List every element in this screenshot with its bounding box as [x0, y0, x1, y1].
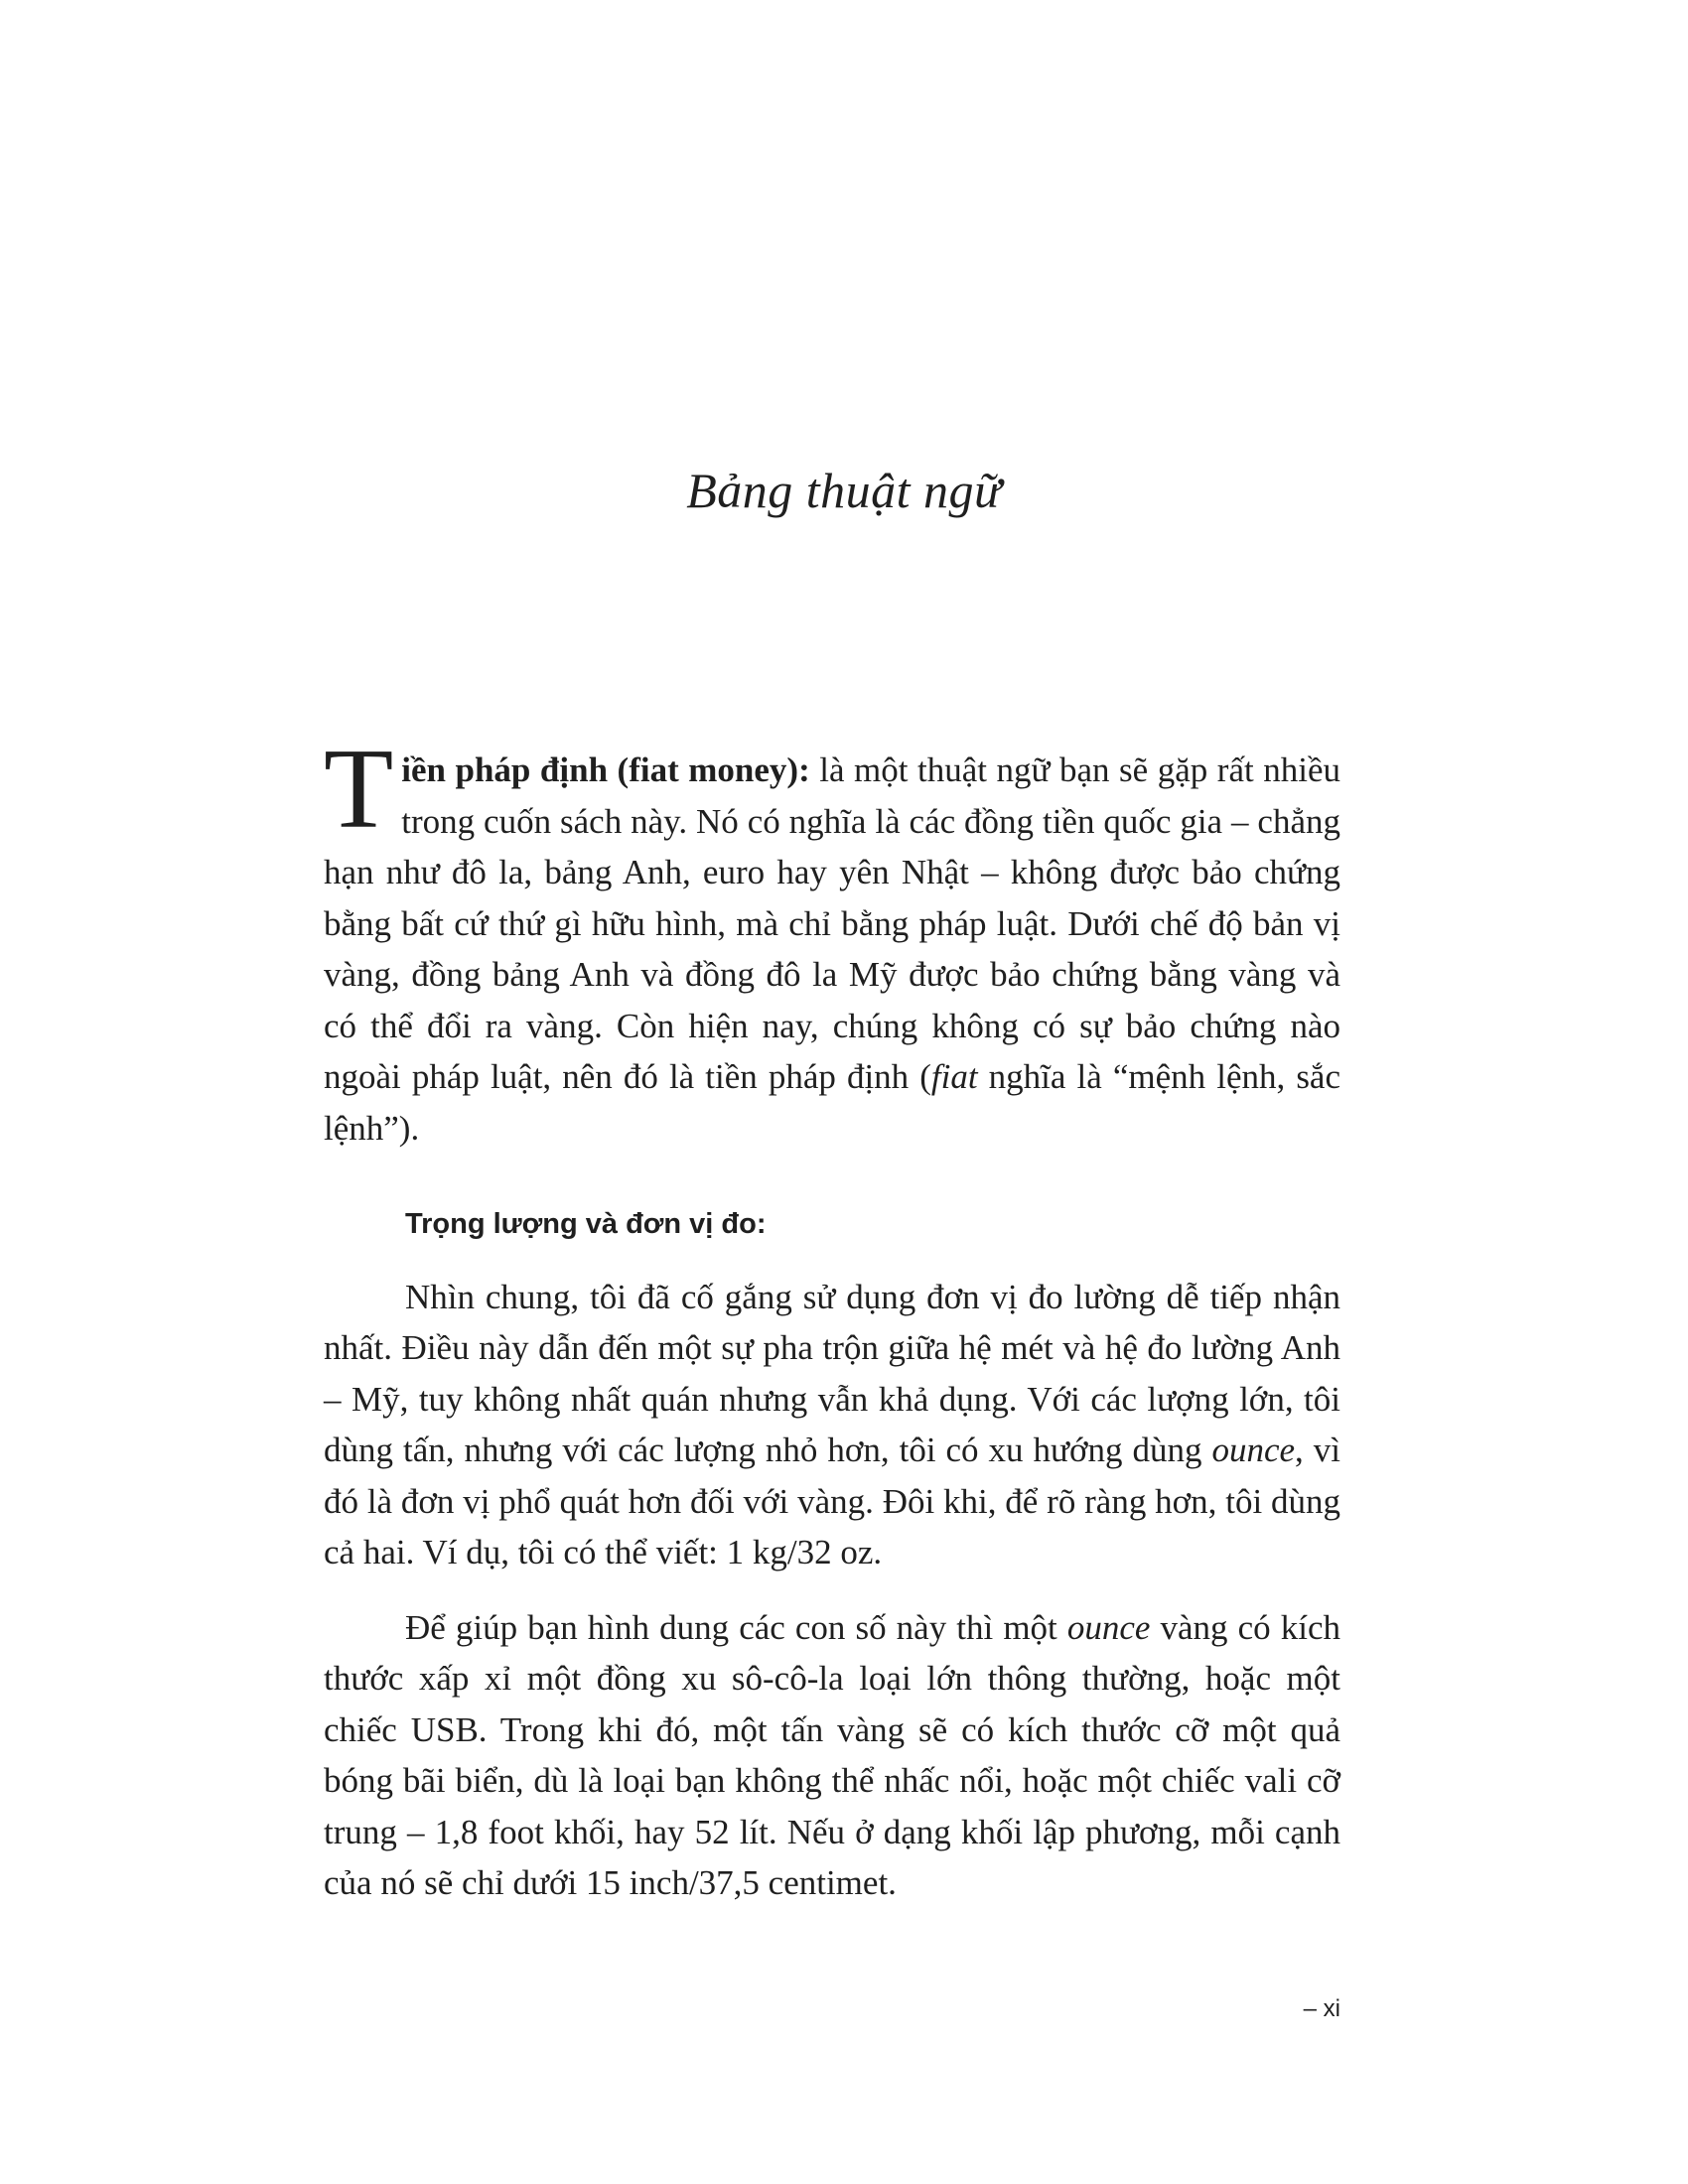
paragraph-text: , vì đó là đơn vị phổ quát hơn đối với vàng. Đôi khi, để rõ ràng hơn, tôi dùng cả hai. Ví dụ, tôi có thể viết: 1 kg/32 oz.	[324, 1431, 1340, 1572]
section-heading-weights-measures: Trọng lượng và đơn vị đo:	[405, 1208, 767, 1240]
paragraph-text: Để giúp bạn hình dung các con số này thì một	[405, 1607, 1067, 1647]
paragraph-text: vàng có kích thước xấp xỉ một đồng xu sô-cô-la loại lớn thông thường, hoặc một chiếc USB. Trong khi đó, một tấn vàng sẽ có kích thước cỡ một quả bóng bãi biển, dù là loại bạn không thể nhấc nổi, hoặc một chiếc vali cỡ trung – 1,8 foot khối, hay 52 lít. Nếu ở dạng khối lập phương, mỗi cạnh của nó sẽ chỉ dưới 15 inch/37,5 centimet.	[324, 1607, 1341, 1903]
paragraph-text: Nhìn chung, tôi đã cố gắng sử dụng đơn vị đo lường dễ tiếp nhận nhất. Điều này dẫn đến một sự pha trộn giữa hệ mét và hệ đo lường Anh – Mỹ, tuy không nhất quán nhưng vẫn khả dụng. Với các lượng lớn, tôi dùng tấn, nhưng với các lượng nhỏ hơn, tôi có xu hướng dùng	[324, 1277, 1340, 1470]
drop-cap: T	[324, 726, 394, 852]
glossary-definition-part-2: nghĩa là “mệnh lệnh, sắc lệnh”).	[324, 1057, 1341, 1148]
glossary-italic-fiat: fiat	[930, 1057, 978, 1096]
page-title: Bảng thuật ngữ	[686, 463, 1002, 518]
italic-ounce: ounce	[1211, 1431, 1296, 1470]
italic-ounce: ounce	[1066, 1607, 1151, 1647]
glossary-entry-fiat-money	[324, 726, 1341, 1154]
glossary-definition-part-1: là một thuật ngữ bạn sẽ gặp rất nhiều trong cuốn sách này. Nó có nghĩa là các đồng tiền quốc gia – chẳng hạn như đô la, bảng Anh, euro hay yên Nhật – không được bảo chứng bằng bất cứ thứ gì hữu hình, mà chỉ bằng pháp luật. Dưới chế độ bản vị vàng, đồng bảng Anh và đồng đô la Mỹ được bảo chứng bằng vàng và có thể đổi ra vàng. Còn hiện nay, chúng không có sự bảo chứng nào ngoài pháp luật, nên đó là tiền pháp định (	[324, 751, 1340, 1096]
glossary-content	[324, 726, 1341, 1909]
paragraph-measurement-units	[324, 1272, 1340, 1578]
glossary-term: iền pháp định (fiat money):	[401, 751, 810, 789]
page-number: – xi	[1303, 1995, 1340, 2022]
paragraph-size-comparison	[324, 1602, 1340, 1909]
